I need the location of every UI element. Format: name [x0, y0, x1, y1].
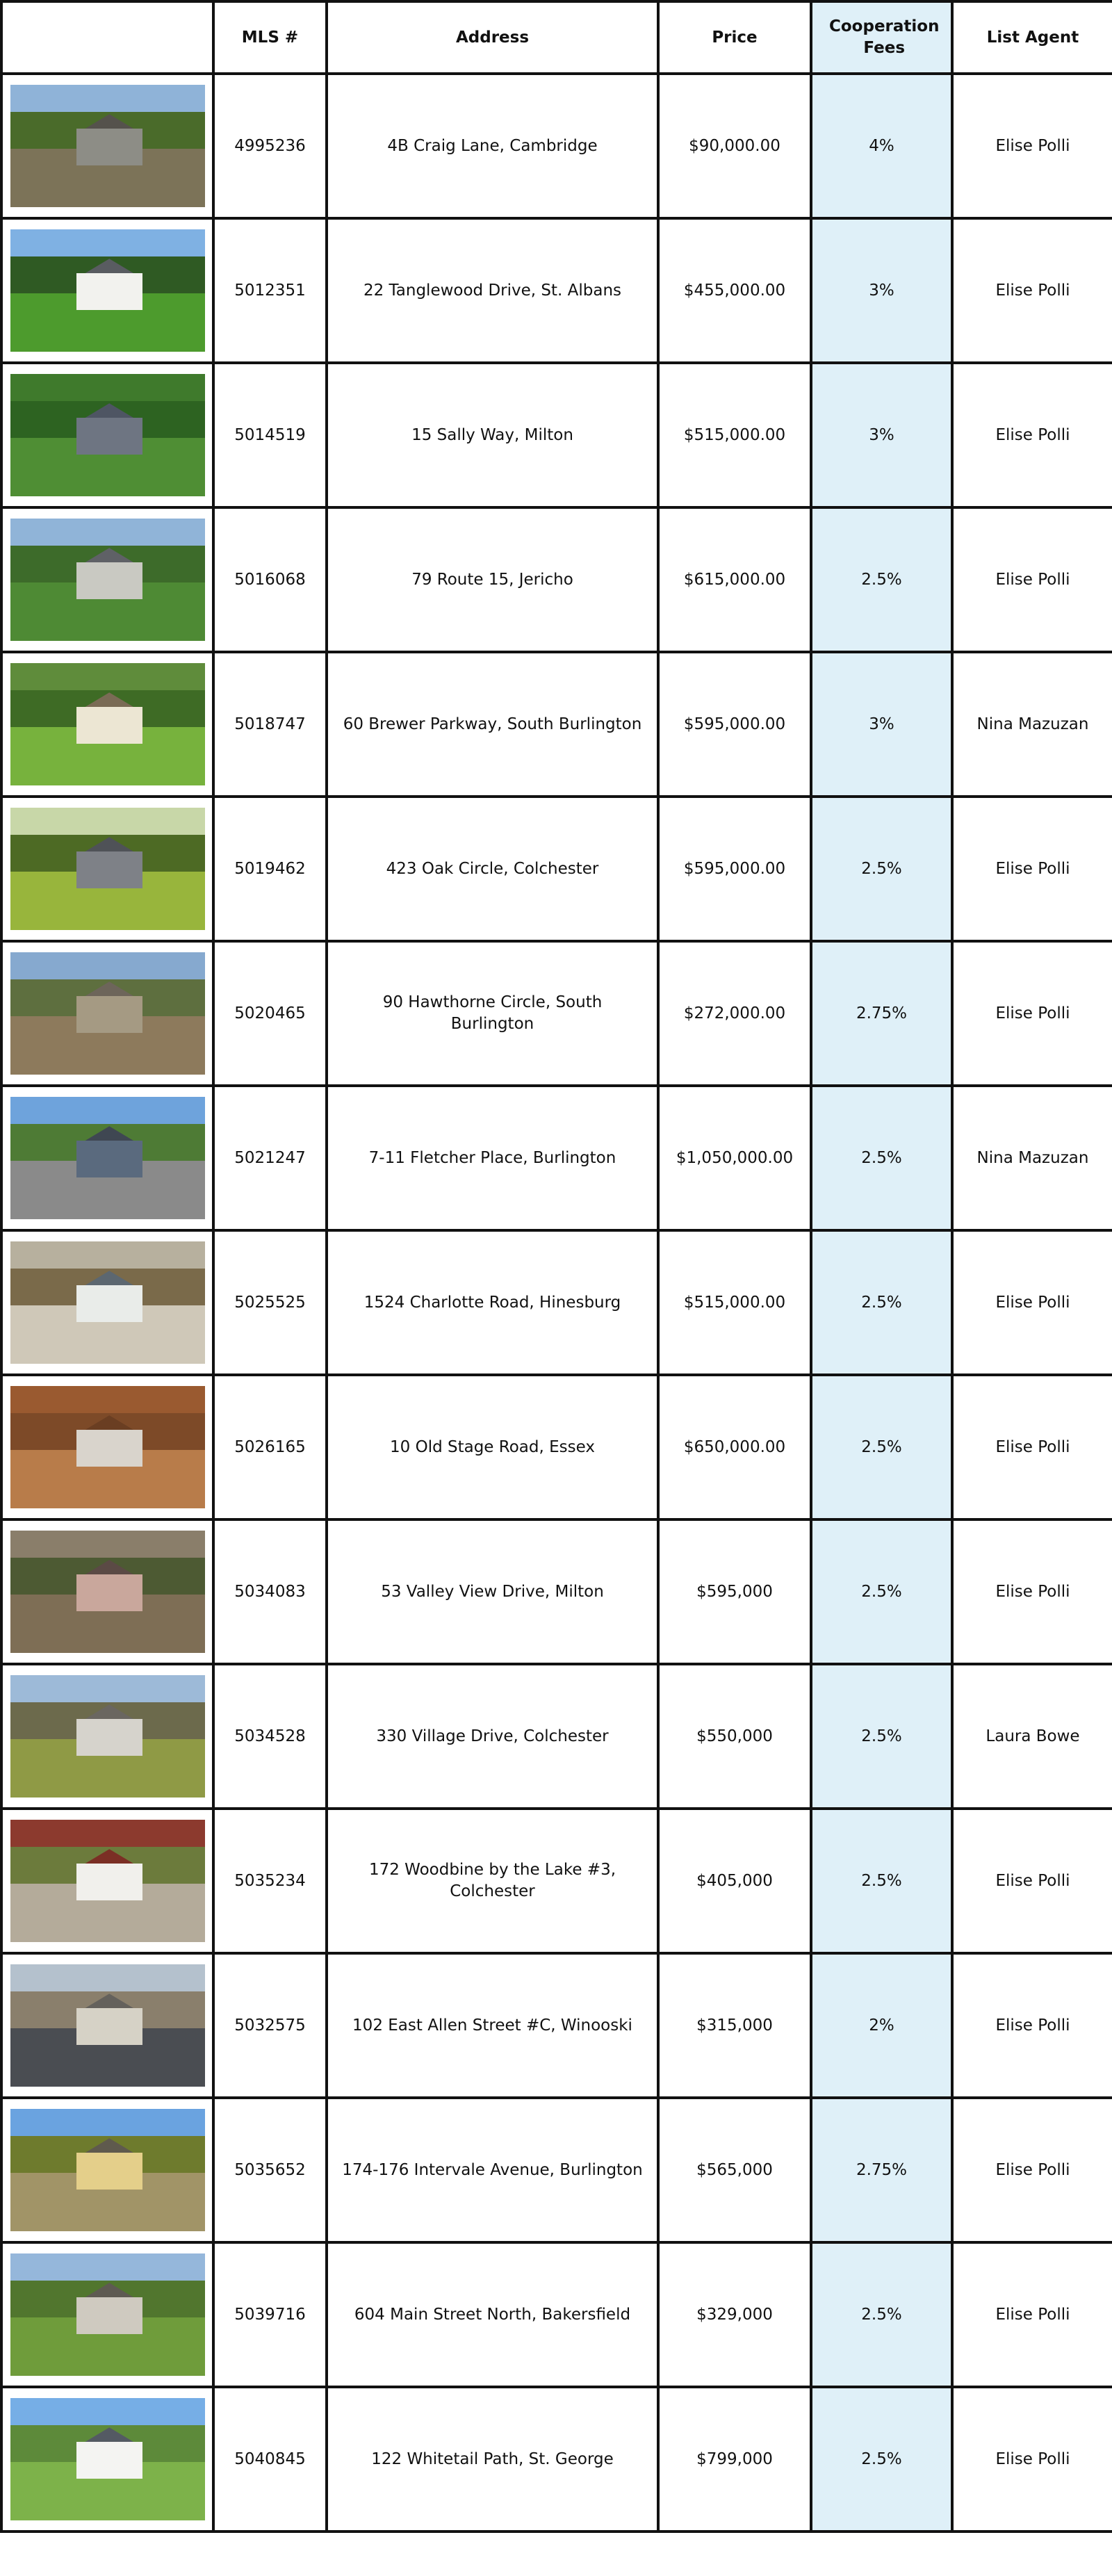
- address-cell: [327, 1086, 658, 1230]
- cooperation-fee: 4%: [811, 74, 952, 218]
- address-cell: [327, 2387, 658, 2532]
- listing-photo-cell: [1, 1230, 213, 1375]
- cooperation-fee: 2.5%: [811, 1664, 952, 1809]
- cooperation-fee: 2.75%: [811, 941, 952, 1086]
- photo-house: [76, 2297, 142, 2334]
- mls-number: 5026165: [213, 1375, 327, 1519]
- mls-number: 5039716: [213, 2242, 327, 2387]
- address-cell: [327, 363, 658, 507]
- address-cell: [327, 1809, 658, 1953]
- list-agent: Elise Polli: [952, 2098, 1112, 2242]
- list-agent: Elise Polli: [952, 941, 1112, 1086]
- listing-photo-cell: [1, 797, 213, 941]
- address: 604 Main Street North, Bakersfield: [354, 2305, 631, 2324]
- address-cell: [327, 797, 658, 941]
- table-row: [1, 1086, 1112, 1230]
- address: 79 Route 15, Jericho: [411, 570, 573, 589]
- address-cell: [327, 74, 658, 218]
- photo-house: [76, 418, 142, 455]
- table-row: [1, 941, 1112, 1086]
- photo-house: [76, 1285, 142, 1322]
- header-list-agent: List Agent: [952, 1, 1112, 74]
- mls-number: 5014519: [213, 363, 327, 507]
- cooperation-fee: 3%: [811, 363, 952, 507]
- cooperation-fee: 2.5%: [811, 507, 952, 652]
- listing-photo[interactable]: [10, 1241, 205, 1364]
- price: $272,000.00: [658, 941, 811, 1086]
- mls-number: 5012351: [213, 218, 327, 363]
- price: $455,000.00: [658, 218, 811, 363]
- list-agent: Elise Polli: [952, 507, 1112, 652]
- list-agent: Nina Mazuzan: [952, 1086, 1112, 1230]
- listing-photo-cell: [1, 1953, 213, 2098]
- table-row: [1, 507, 1112, 652]
- table-row: [1, 74, 1112, 218]
- listing-photo-cell: [1, 1809, 213, 1953]
- price: $1,050,000.00: [658, 1086, 811, 1230]
- photo-house: [76, 1141, 142, 1177]
- mls-number: 5019462: [213, 797, 327, 941]
- listing-photo[interactable]: [10, 1097, 205, 1219]
- photo-house: [76, 562, 142, 599]
- cooperation-fee: 3%: [811, 652, 952, 797]
- address-cell: [327, 941, 658, 1086]
- address: 102 East Allen Street #C, Winooski: [352, 2016, 632, 2035]
- header-photo: [1, 1, 213, 74]
- table-row: [1, 2098, 1112, 2242]
- list-agent: Elise Polli: [952, 1809, 1112, 1953]
- address: 7-11 Fletcher Place, Burlington: [368, 1148, 616, 1167]
- table-row: [1, 652, 1112, 797]
- header-row: [1, 1, 1112, 74]
- listing-photo[interactable]: [10, 2398, 205, 2520]
- list-agent: Elise Polli: [952, 1953, 1112, 2098]
- table-row: [1, 1809, 1112, 1953]
- address: 122 Whitetail Path, St. George: [371, 2449, 614, 2468]
- price: $405,000: [658, 1809, 811, 1953]
- price: $615,000.00: [658, 507, 811, 652]
- price: $595,000: [658, 1519, 811, 1664]
- list-agent: Elise Polli: [952, 74, 1112, 218]
- table-header: [1, 1, 1112, 74]
- list-agent: Elise Polli: [952, 2387, 1112, 2532]
- address: 53 Valley View Drive, Milton: [381, 1582, 604, 1601]
- price: $799,000: [658, 2387, 811, 2532]
- listing-photo-cell: [1, 2387, 213, 2532]
- header-mls: MLS #: [213, 1, 327, 74]
- listing-photo[interactable]: [10, 229, 205, 352]
- table-row: [1, 1664, 1112, 1809]
- listing-photo-cell: [1, 941, 213, 1086]
- list-agent: Elise Polli: [952, 218, 1112, 363]
- photo-house: [76, 1864, 142, 1900]
- address: 172 Woodbine by the Lake #3, Colchester: [368, 1861, 616, 1900]
- address-cell: [327, 652, 658, 797]
- list-agent: Nina Mazuzan: [952, 652, 1112, 797]
- table-body: [1, 74, 1112, 2532]
- cooperation-fee: 3%: [811, 218, 952, 363]
- address: 90 Hawthorne Circle, South Burlington: [382, 993, 603, 1033]
- price: $515,000.00: [658, 1230, 811, 1375]
- listing-photo[interactable]: [10, 1531, 205, 1653]
- photo-house: [76, 996, 142, 1033]
- mls-number: 5035652: [213, 2098, 327, 2242]
- mls-number: 5040845: [213, 2387, 327, 2532]
- list-agent: Elise Polli: [952, 2242, 1112, 2387]
- address: 22 Tanglewood Drive, St. Albans: [363, 281, 622, 300]
- list-agent: Elise Polli: [952, 1519, 1112, 1664]
- mls-number: 5025525: [213, 1230, 327, 1375]
- address-cell: [327, 507, 658, 652]
- listing-photo-cell: [1, 74, 213, 218]
- photo-house: [76, 2442, 142, 2479]
- mls-number: 5034083: [213, 1519, 327, 1664]
- listing-photo[interactable]: [10, 2109, 205, 2231]
- table-row: [1, 1519, 1112, 1664]
- listing-photo-cell: [1, 1375, 213, 1519]
- price: $315,000: [658, 1953, 811, 2098]
- listing-photo-cell: [1, 218, 213, 363]
- listing-photo[interactable]: [10, 663, 205, 785]
- listing-photo-cell: [1, 507, 213, 652]
- address-cell: [327, 218, 658, 363]
- address: 4B Craig Lane, Cambridge: [387, 136, 598, 155]
- header-price: Price: [658, 1, 811, 74]
- photo-house: [76, 851, 142, 888]
- listing-photo-cell: [1, 1519, 213, 1664]
- cooperation-fee: 2.5%: [811, 1519, 952, 1664]
- listing-photo[interactable]: [10, 85, 205, 207]
- address-cell: [327, 2242, 658, 2387]
- price: $90,000.00: [658, 74, 811, 218]
- listing-photo[interactable]: [10, 1964, 205, 2087]
- listing-photo[interactable]: [10, 808, 205, 930]
- address-cell: [327, 2098, 658, 2242]
- address-cell: [327, 1375, 658, 1519]
- address: 423 Oak Circle, Colchester: [386, 859, 599, 878]
- mls-number: 5035234: [213, 1809, 327, 1953]
- address: 174-176 Intervale Avenue, Burlington: [342, 2160, 643, 2179]
- photo-house: [76, 2153, 142, 2190]
- address-cell: [327, 1519, 658, 1664]
- mls-number: 4995236: [213, 74, 327, 218]
- cooperation-fee: 2.5%: [811, 797, 952, 941]
- header-cooperation-fees: [811, 1, 952, 74]
- listing-photo-cell: [1, 1664, 213, 1809]
- listing-photo[interactable]: [10, 1675, 205, 1798]
- list-agent: Elise Polli: [952, 1375, 1112, 1519]
- header-cooperation-fees-label: Cooperation Fees: [829, 17, 940, 57]
- address-cell: [327, 1230, 658, 1375]
- listing-photo[interactable]: [10, 374, 205, 496]
- address: 330 Village Drive, Colchester: [376, 1727, 609, 1745]
- listing-photo[interactable]: [10, 519, 205, 641]
- photo-house: [76, 273, 142, 310]
- listing-photo-cell: [1, 2098, 213, 2242]
- cooperation-fee: 2.75%: [811, 2098, 952, 2242]
- list-agent: Elise Polli: [952, 797, 1112, 941]
- mls-number: 5020465: [213, 941, 327, 1086]
- address: 15 Sally Way, Milton: [411, 425, 573, 444]
- mls-number: 5032575: [213, 1953, 327, 2098]
- photo-house: [76, 129, 142, 165]
- listing-photo[interactable]: [10, 2253, 205, 2376]
- table-row: [1, 218, 1112, 363]
- table-row: [1, 1375, 1112, 1519]
- mls-number: 5021247: [213, 1086, 327, 1230]
- list-agent: Elise Polli: [952, 1230, 1112, 1375]
- address: 1524 Charlotte Road, Hinesburg: [363, 1293, 621, 1312]
- listing-photo[interactable]: [10, 952, 205, 1075]
- address-cell: [327, 1953, 658, 2098]
- cooperation-fee: 2.5%: [811, 1809, 952, 1953]
- address: 10 Old Stage Road, Essex: [390, 1437, 595, 1456]
- cooperation-fee: 2%: [811, 1953, 952, 2098]
- cooperation-fee: 2.5%: [811, 2242, 952, 2387]
- price: $595,000.00: [658, 797, 811, 941]
- table-row: [1, 1953, 1112, 2098]
- cooperation-fee: 2.5%: [811, 1086, 952, 1230]
- header-address: Address: [327, 1, 658, 74]
- price: $550,000: [658, 1664, 811, 1809]
- listing-photo[interactable]: [10, 1820, 205, 1942]
- table-row: [1, 363, 1112, 507]
- cooperation-fee: 2.5%: [811, 1375, 952, 1519]
- listing-photo-cell: [1, 652, 213, 797]
- price: $650,000.00: [658, 1375, 811, 1519]
- listing-photo-cell: [1, 2242, 213, 2387]
- price: $565,000: [658, 2098, 811, 2242]
- cooperation-fee: 2.5%: [811, 1230, 952, 1375]
- table-row: [1, 797, 1112, 941]
- price: $515,000.00: [658, 363, 811, 507]
- table-row: [1, 2242, 1112, 2387]
- address-cell: [327, 1664, 658, 1809]
- listing-photo-cell: [1, 363, 213, 507]
- photo-house: [76, 2008, 142, 2045]
- photo-house: [76, 1430, 142, 1467]
- table-row: [1, 1230, 1112, 1375]
- list-agent: Elise Polli: [952, 363, 1112, 507]
- listing-photo[interactable]: [10, 1386, 205, 1508]
- listing-photo-cell: [1, 1086, 213, 1230]
- list-agent: Laura Bowe: [952, 1664, 1112, 1809]
- photo-house: [76, 1719, 142, 1756]
- mls-number: 5016068: [213, 507, 327, 652]
- table-row: [1, 2387, 1112, 2532]
- address: 60 Brewer Parkway, South Burlington: [343, 715, 642, 733]
- mls-number: 5034528: [213, 1664, 327, 1809]
- mls-number: 5018747: [213, 652, 327, 797]
- photo-house: [76, 707, 142, 744]
- cooperation-fee: 2.5%: [811, 2387, 952, 2532]
- price: $329,000: [658, 2242, 811, 2387]
- photo-house: [76, 1574, 142, 1611]
- price: $595,000.00: [658, 652, 811, 797]
